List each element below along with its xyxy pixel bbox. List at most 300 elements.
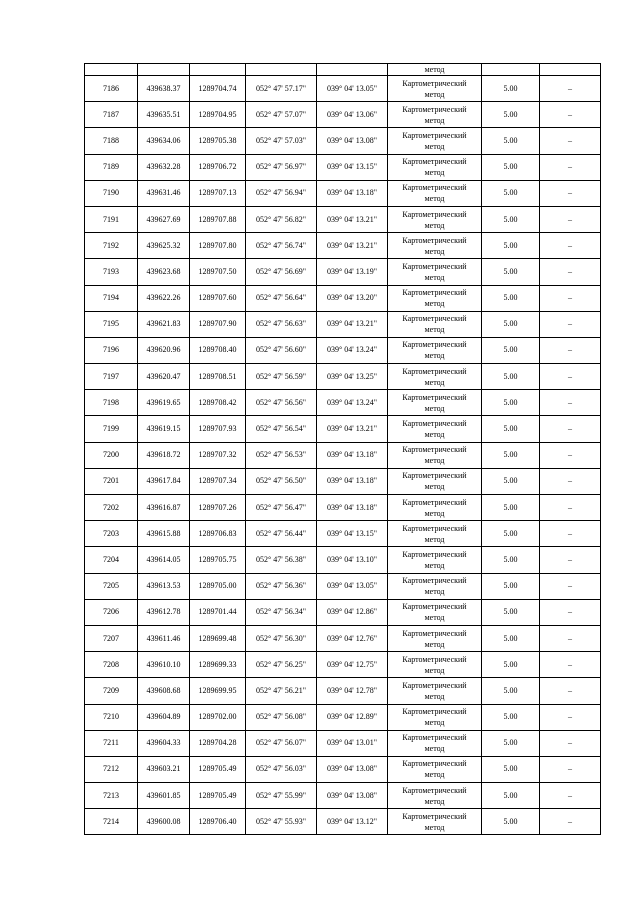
cell-error: 5.00 bbox=[482, 495, 540, 521]
cell-method bbox=[388, 521, 482, 547]
cell-x: 439635.51 bbox=[138, 102, 190, 128]
cell-longitude: 039° 04' 12.75" bbox=[317, 652, 388, 678]
table-row bbox=[85, 180, 601, 206]
table-row bbox=[85, 599, 601, 625]
table-row bbox=[85, 625, 601, 651]
cell-note: – bbox=[540, 442, 601, 468]
table-body bbox=[85, 64, 601, 835]
method-line-2: метод bbox=[424, 89, 445, 99]
cell-latitude: 052° 47' 56.44" bbox=[246, 521, 317, 547]
table-row bbox=[85, 704, 601, 730]
cell-latitude: 052° 47' 56.69" bbox=[246, 259, 317, 285]
cell-x: 439632.28 bbox=[138, 154, 190, 180]
cell-error: 5.00 bbox=[482, 337, 540, 363]
cell-note: – bbox=[540, 809, 601, 835]
cell-y: 1289707.90 bbox=[190, 311, 246, 337]
cell-method bbox=[388, 809, 482, 835]
cell-number: 7198 bbox=[85, 390, 138, 416]
cell-latitude: 052° 47' 56.38" bbox=[246, 547, 317, 573]
cell-longitude: 039° 04' 12.78" bbox=[317, 678, 388, 704]
cell-error: 5.00 bbox=[482, 259, 540, 285]
cell-method bbox=[388, 364, 482, 390]
method-line-1: Картометрический bbox=[402, 419, 467, 429]
cell-latitude: 052° 47' 56.64" bbox=[246, 285, 317, 311]
cell-latitude: 052° 47' 55.93" bbox=[246, 809, 317, 835]
cell-x: 439618.72 bbox=[138, 442, 190, 468]
cell-x: 439614.05 bbox=[138, 547, 190, 573]
method-line-1: Картометрический bbox=[402, 785, 467, 795]
cell-method bbox=[388, 756, 482, 782]
cell-error: 5.00 bbox=[482, 102, 540, 128]
method-line-1: Картометрический bbox=[402, 471, 467, 481]
cell-method bbox=[388, 154, 482, 180]
cell-note: – bbox=[540, 102, 601, 128]
cell-x: 439613.53 bbox=[138, 573, 190, 599]
cell-method bbox=[388, 102, 482, 128]
cell-latitude: 052° 47' 56.30" bbox=[246, 625, 317, 651]
cell-y: 1289699.48 bbox=[190, 625, 246, 651]
cell-note: – bbox=[540, 233, 601, 259]
cell-number: 7199 bbox=[85, 416, 138, 442]
cell-method bbox=[388, 285, 482, 311]
cell-number: 7200 bbox=[85, 442, 138, 468]
cell-method bbox=[388, 468, 482, 494]
method-line-2: метод bbox=[424, 351, 445, 361]
cell-longitude: 039° 04' 13.06" bbox=[317, 102, 388, 128]
cell-y: 1289707.26 bbox=[190, 495, 246, 521]
method-line-1: Картометрический bbox=[402, 183, 467, 193]
cell-note: – bbox=[540, 625, 601, 651]
method-line-2: метод bbox=[424, 168, 445, 178]
method-line-2: метод bbox=[424, 770, 445, 780]
table-row-continued bbox=[85, 64, 601, 76]
cell-longitude: 039° 04' 13.18" bbox=[317, 495, 388, 521]
cell-method bbox=[388, 337, 482, 363]
cell-error: 5.00 bbox=[482, 783, 540, 809]
cell-number: 7205 bbox=[85, 573, 138, 599]
cell-x: 439600.08 bbox=[138, 809, 190, 835]
cell-error: 5.00 bbox=[482, 756, 540, 782]
cell-latitude: 052° 47' 56.94" bbox=[246, 180, 317, 206]
cell-x: 439627.69 bbox=[138, 206, 190, 232]
cell-note: – bbox=[540, 206, 601, 232]
cell-latitude: 052° 47' 56.25" bbox=[246, 652, 317, 678]
cell-y: 1289705.00 bbox=[190, 573, 246, 599]
cell-number: 7212 bbox=[85, 756, 138, 782]
method-line-2: метод bbox=[424, 246, 445, 256]
cell-note: – bbox=[540, 468, 601, 494]
cell-latitude: 052° 47' 56.54" bbox=[246, 416, 317, 442]
method-line-1: Картометрический bbox=[402, 707, 467, 717]
table-row bbox=[85, 233, 601, 259]
cell-y: 1289701.44 bbox=[190, 599, 246, 625]
method-line-1: Картометрический bbox=[402, 314, 467, 324]
cell-longitude: 039° 04' 13.21" bbox=[317, 206, 388, 232]
cell-x: 439616.87 bbox=[138, 495, 190, 521]
cell-latitude: 052° 47' 56.74" bbox=[246, 233, 317, 259]
cell-error: 5.00 bbox=[482, 547, 540, 573]
cell-latitude: 052° 47' 57.17" bbox=[246, 76, 317, 102]
cell-error: 5.00 bbox=[482, 180, 540, 206]
cell-number: 7191 bbox=[85, 206, 138, 232]
method-line-1: Картометрический bbox=[402, 576, 467, 586]
table-row bbox=[85, 206, 601, 232]
cell-longitude: 039° 04' 13.15" bbox=[317, 521, 388, 547]
table-row bbox=[85, 783, 601, 809]
cell-latitude: 052° 47' 56.21" bbox=[246, 678, 317, 704]
method-line-1: Картометрический bbox=[402, 680, 467, 690]
cell-error: 5.00 bbox=[482, 730, 540, 756]
cell-number: 7202 bbox=[85, 495, 138, 521]
cell-longitude: 039° 04' 13.08" bbox=[317, 128, 388, 154]
cell-x: 439634.06 bbox=[138, 128, 190, 154]
cell-error: 5.00 bbox=[482, 311, 540, 337]
cell-y: 1289706.83 bbox=[190, 521, 246, 547]
table-row bbox=[85, 76, 601, 102]
cell-x: 439601.85 bbox=[138, 783, 190, 809]
cell-y: 1289707.50 bbox=[190, 259, 246, 285]
cell-y: 1289705.38 bbox=[190, 128, 246, 154]
cell-note: – bbox=[540, 337, 601, 363]
table-row bbox=[85, 285, 601, 311]
table-row bbox=[85, 311, 601, 337]
method-line-1: Картометрический bbox=[402, 733, 467, 743]
cell-number: 7204 bbox=[85, 547, 138, 573]
cell-note: – bbox=[540, 180, 601, 206]
cell-method bbox=[388, 311, 482, 337]
cell-number: 7211 bbox=[85, 730, 138, 756]
cell-y: 1289707.80 bbox=[190, 233, 246, 259]
cell-x: 439615.88 bbox=[138, 521, 190, 547]
cell-latitude: 052° 47' 56.36" bbox=[246, 573, 317, 599]
cell-error: 5.00 bbox=[482, 442, 540, 468]
cell-x: 439611.46 bbox=[138, 625, 190, 651]
method-line-2: метод bbox=[424, 560, 445, 570]
cell-number: 7195 bbox=[85, 311, 138, 337]
cell-note bbox=[540, 64, 601, 76]
cell-y: 1289708.42 bbox=[190, 390, 246, 416]
method-line-2: метод bbox=[424, 822, 445, 832]
cell-method bbox=[388, 233, 482, 259]
cell-longitude: 039° 04' 13.21" bbox=[317, 233, 388, 259]
cell-method bbox=[388, 704, 482, 730]
method-line-2: метод bbox=[424, 403, 445, 413]
cell-latitude: 052° 47' 57.07" bbox=[246, 102, 317, 128]
cell-error: 5.00 bbox=[482, 625, 540, 651]
cell-longitude: 039° 04' 12.76" bbox=[317, 625, 388, 651]
table-row bbox=[85, 154, 601, 180]
cell-error: 5.00 bbox=[482, 416, 540, 442]
cell-method bbox=[388, 128, 482, 154]
cell-number: 7197 bbox=[85, 364, 138, 390]
cell-note: – bbox=[540, 783, 601, 809]
cell-method bbox=[388, 64, 482, 76]
cell-latitude bbox=[246, 64, 317, 76]
cell-number: 7193 bbox=[85, 259, 138, 285]
cell-longitude: 039° 04' 13.01" bbox=[317, 730, 388, 756]
method-line-1: Картометрический bbox=[402, 759, 467, 769]
table-row bbox=[85, 259, 601, 285]
table-row bbox=[85, 678, 601, 704]
cell-latitude: 052° 47' 56.82" bbox=[246, 206, 317, 232]
cell-number: 7192 bbox=[85, 233, 138, 259]
cell-number: 7201 bbox=[85, 468, 138, 494]
cell-error: 5.00 bbox=[482, 809, 540, 835]
cell-method bbox=[388, 442, 482, 468]
cell-y: 1289704.95 bbox=[190, 102, 246, 128]
cell-number: 7208 bbox=[85, 652, 138, 678]
cell-longitude: 039° 04' 13.18" bbox=[317, 468, 388, 494]
cell-error: 5.00 bbox=[482, 652, 540, 678]
table-row bbox=[85, 495, 601, 521]
cell-x: 439620.47 bbox=[138, 364, 190, 390]
method-line-2: метод bbox=[424, 220, 445, 230]
cell-x: 439604.33 bbox=[138, 730, 190, 756]
cell-note: – bbox=[540, 704, 601, 730]
cell-note: – bbox=[540, 416, 601, 442]
cell-latitude: 052° 47' 56.34" bbox=[246, 599, 317, 625]
method-line-2: метод bbox=[424, 796, 445, 806]
coordinates-table bbox=[84, 63, 601, 835]
cell-x: 439625.32 bbox=[138, 233, 190, 259]
table-row bbox=[85, 364, 601, 390]
cell-x: 439617.84 bbox=[138, 468, 190, 494]
cell-longitude: 039° 04' 13.15" bbox=[317, 154, 388, 180]
table-row bbox=[85, 468, 601, 494]
cell-x: 439619.65 bbox=[138, 390, 190, 416]
cell-latitude: 052° 47' 55.99" bbox=[246, 783, 317, 809]
method-line-2: метод bbox=[424, 639, 445, 649]
cell-y: 1289708.40 bbox=[190, 337, 246, 363]
cell-number: 7187 bbox=[85, 102, 138, 128]
cell-x: 439608.68 bbox=[138, 678, 190, 704]
cell-y: 1289707.32 bbox=[190, 442, 246, 468]
cell-method bbox=[388, 599, 482, 625]
cell-latitude: 052° 47' 56.03" bbox=[246, 756, 317, 782]
cell-error: 5.00 bbox=[482, 521, 540, 547]
cell-note: – bbox=[540, 154, 601, 180]
method-tail-text: метод bbox=[424, 65, 445, 74]
method-line-1: Картометрический bbox=[402, 445, 467, 455]
cell-number: 7186 bbox=[85, 76, 138, 102]
cell-latitude: 052° 47' 56.50" bbox=[246, 468, 317, 494]
cell-error: 5.00 bbox=[482, 206, 540, 232]
cell-x: 439638.37 bbox=[138, 76, 190, 102]
cell-y: 1289705.75 bbox=[190, 547, 246, 573]
cell-number: 7206 bbox=[85, 599, 138, 625]
method-line-1: Картометрический bbox=[402, 104, 467, 114]
method-line-1: Картометрический bbox=[402, 366, 467, 376]
cell-error: 5.00 bbox=[482, 128, 540, 154]
cell-method bbox=[388, 678, 482, 704]
cell-error: 5.00 bbox=[482, 233, 540, 259]
cell-note: – bbox=[540, 390, 601, 416]
cell-note: – bbox=[540, 730, 601, 756]
cell-note: – bbox=[540, 76, 601, 102]
cell-number: 7189 bbox=[85, 154, 138, 180]
method-line-2: метод bbox=[424, 430, 445, 440]
cell-note: – bbox=[540, 652, 601, 678]
cell-note: – bbox=[540, 285, 601, 311]
method-line-2: метод bbox=[424, 141, 445, 151]
table-row bbox=[85, 573, 601, 599]
method-line-1: Картометрический bbox=[402, 235, 467, 245]
cell-method bbox=[388, 416, 482, 442]
cell-x bbox=[138, 64, 190, 76]
method-line-1: Картометрический bbox=[402, 209, 467, 219]
method-line-2: метод bbox=[424, 613, 445, 623]
cell-note: – bbox=[540, 495, 601, 521]
cell-longitude: 039° 04' 12.89" bbox=[317, 704, 388, 730]
table-row bbox=[85, 547, 601, 573]
table-row bbox=[85, 521, 601, 547]
method-line-2: метод bbox=[424, 718, 445, 728]
cell-y: 1289702.00 bbox=[190, 704, 246, 730]
method-line-1: Картометрический bbox=[402, 628, 467, 638]
cell-y: 1289705.49 bbox=[190, 756, 246, 782]
cell-longitude: 039° 04' 13.21" bbox=[317, 416, 388, 442]
cell-longitude: 039° 04' 13.05" bbox=[317, 573, 388, 599]
table-row bbox=[85, 416, 601, 442]
cell-latitude: 052° 47' 56.60" bbox=[246, 337, 317, 363]
cell-method bbox=[388, 206, 482, 232]
table-row bbox=[85, 128, 601, 154]
cell-method bbox=[388, 573, 482, 599]
method-line-2: метод bbox=[424, 587, 445, 597]
method-line-1: Картометрический bbox=[402, 261, 467, 271]
cell-y: 1289699.95 bbox=[190, 678, 246, 704]
cell-y: 1289705.49 bbox=[190, 783, 246, 809]
table-row bbox=[85, 102, 601, 128]
method-line-1: Картометрический bbox=[402, 602, 467, 612]
cell-y: 1289707.88 bbox=[190, 206, 246, 232]
method-line-2: метод bbox=[424, 744, 445, 754]
method-line-1: Картометрический bbox=[402, 130, 467, 140]
cell-note: – bbox=[540, 259, 601, 285]
table-row bbox=[85, 756, 601, 782]
cell-error bbox=[482, 64, 540, 76]
method-line-2: метод bbox=[424, 115, 445, 125]
cell-note: – bbox=[540, 678, 601, 704]
cell-number: 7190 bbox=[85, 180, 138, 206]
table-row bbox=[85, 730, 601, 756]
method-line-1: Картометрический bbox=[402, 811, 467, 821]
cell-note: – bbox=[540, 547, 601, 573]
cell-method bbox=[388, 547, 482, 573]
cell-method bbox=[388, 625, 482, 651]
cell-x: 439622.26 bbox=[138, 285, 190, 311]
cell-error: 5.00 bbox=[482, 364, 540, 390]
cell-error: 5.00 bbox=[482, 573, 540, 599]
cell-latitude: 052° 47' 56.63" bbox=[246, 311, 317, 337]
method-line-1: Картометрический bbox=[402, 497, 467, 507]
cell-error: 5.00 bbox=[482, 599, 540, 625]
method-line-1: Картометрический bbox=[402, 340, 467, 350]
cell-longitude: 039° 04' 13.18" bbox=[317, 180, 388, 206]
method-line-2: метод bbox=[424, 534, 445, 544]
cell-longitude: 039° 04' 13.18" bbox=[317, 442, 388, 468]
method-line-2: метод bbox=[424, 272, 445, 282]
cell-x: 439620.96 bbox=[138, 337, 190, 363]
cell-y: 1289707.93 bbox=[190, 416, 246, 442]
cell-x: 439623.68 bbox=[138, 259, 190, 285]
cell-number: 7209 bbox=[85, 678, 138, 704]
cell-number: 7196 bbox=[85, 337, 138, 363]
cell-error: 5.00 bbox=[482, 678, 540, 704]
method-line-2: метод bbox=[424, 456, 445, 466]
method-line-1: Картометрический bbox=[402, 392, 467, 402]
cell-longitude: 039° 04' 13.24" bbox=[317, 337, 388, 363]
cell-x: 439604.89 bbox=[138, 704, 190, 730]
cell-longitude bbox=[317, 64, 388, 76]
cell-method bbox=[388, 730, 482, 756]
cell-x: 439612.78 bbox=[138, 599, 190, 625]
cell-number: 7213 bbox=[85, 783, 138, 809]
cell-latitude: 052° 47' 56.07" bbox=[246, 730, 317, 756]
method-line-2: метод bbox=[424, 482, 445, 492]
cell-number: 7188 bbox=[85, 128, 138, 154]
table-row bbox=[85, 442, 601, 468]
cell-x: 439619.15 bbox=[138, 416, 190, 442]
cell-error: 5.00 bbox=[482, 468, 540, 494]
table-row bbox=[85, 390, 601, 416]
cell-method bbox=[388, 76, 482, 102]
cell-error: 5.00 bbox=[482, 285, 540, 311]
method-line-1: Картометрический bbox=[402, 288, 467, 298]
cell-method bbox=[388, 652, 482, 678]
method-line-1: Картометрический bbox=[402, 157, 467, 167]
cell-y: 1289708.51 bbox=[190, 364, 246, 390]
cell-note: – bbox=[540, 364, 601, 390]
cell-error: 5.00 bbox=[482, 154, 540, 180]
cell-number: 7203 bbox=[85, 521, 138, 547]
cell-y: 1289707.60 bbox=[190, 285, 246, 311]
cell-error: 5.00 bbox=[482, 390, 540, 416]
method-line-1: Картометрический bbox=[402, 549, 467, 559]
cell-y: 1289707.34 bbox=[190, 468, 246, 494]
method-line-2: метод bbox=[424, 691, 445, 701]
cell-longitude: 039° 04' 13.05" bbox=[317, 76, 388, 102]
cell-longitude: 039° 04' 13.20" bbox=[317, 285, 388, 311]
method-line-2: метод bbox=[424, 194, 445, 204]
cell-x: 439631.46 bbox=[138, 180, 190, 206]
method-line-1: Картометрический bbox=[402, 523, 467, 533]
cell-x: 439603.21 bbox=[138, 756, 190, 782]
cell-longitude: 039° 04' 13.12" bbox=[317, 809, 388, 835]
cell-y: 1289707.13 bbox=[190, 180, 246, 206]
table-row bbox=[85, 337, 601, 363]
cell-note: – bbox=[540, 573, 601, 599]
method-line-1: Картометрический bbox=[402, 78, 467, 88]
cell-number bbox=[85, 64, 138, 76]
cell-longitude: 039° 04' 13.08" bbox=[317, 756, 388, 782]
cell-latitude: 052° 47' 56.08" bbox=[246, 704, 317, 730]
cell-y: 1289704.28 bbox=[190, 730, 246, 756]
cell-method bbox=[388, 180, 482, 206]
cell-note: – bbox=[540, 756, 601, 782]
cell-error: 5.00 bbox=[482, 704, 540, 730]
cell-note: – bbox=[540, 311, 601, 337]
cell-longitude: 039° 04' 13.10" bbox=[317, 547, 388, 573]
cell-method bbox=[388, 495, 482, 521]
cell-latitude: 052° 47' 56.97" bbox=[246, 154, 317, 180]
cell-x: 439610.10 bbox=[138, 652, 190, 678]
method-line-2: метод bbox=[424, 325, 445, 335]
cell-method bbox=[388, 259, 482, 285]
cell-y: 1289704.74 bbox=[190, 76, 246, 102]
cell-number: 7194 bbox=[85, 285, 138, 311]
cell-method bbox=[388, 783, 482, 809]
